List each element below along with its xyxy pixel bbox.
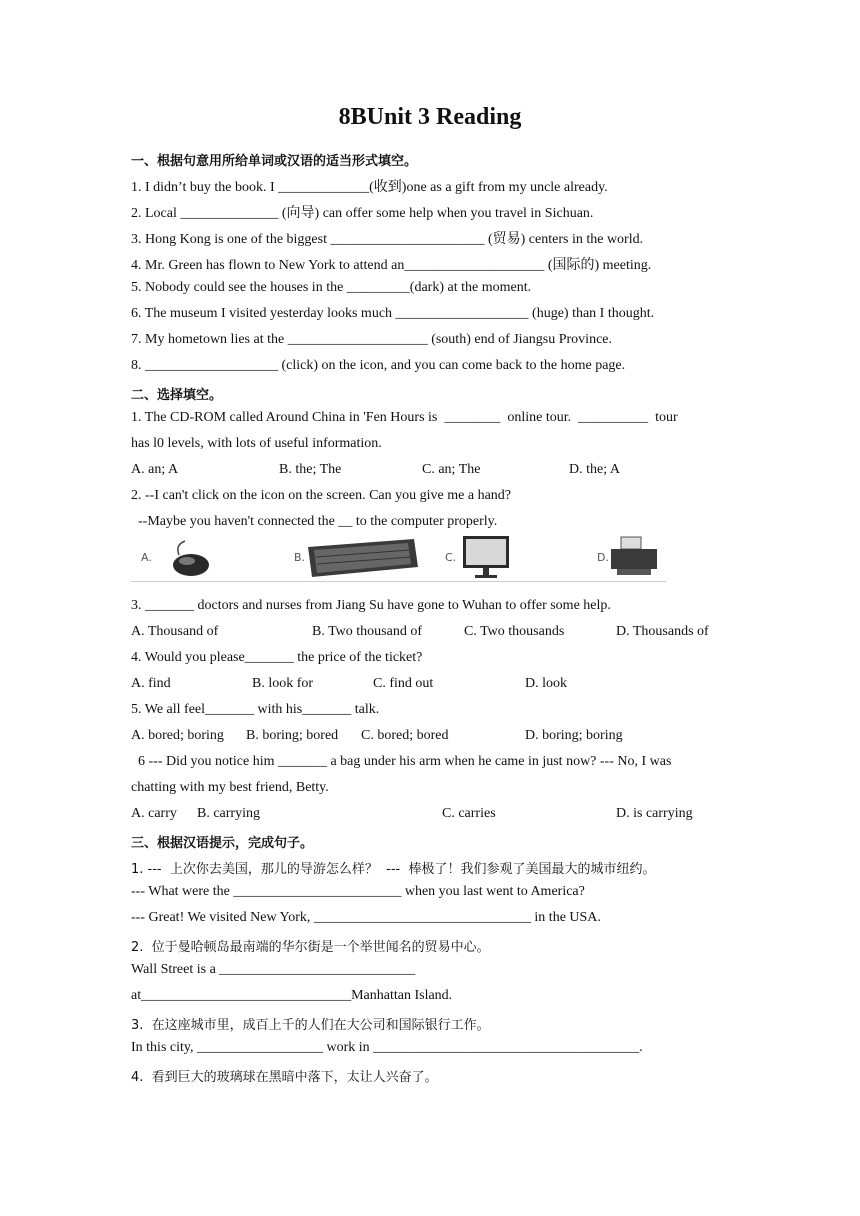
fill-in-item: 1. I didn’t buy the book. I _____________(收到)one as a gift from my uncle already. xyxy=(131,180,608,195)
question-2-stem-cont: --Maybe you haven't connected the __ to the computer properly. xyxy=(131,514,498,529)
translation-item: --- What were the ________________________ when you last went to America? xyxy=(131,884,585,899)
fill-in-item: 5. Nobody could see the houses in the _________(dark) at the moment. xyxy=(131,280,532,295)
translation-item: Wall Street is a ____________________________ xyxy=(131,962,416,977)
fill-in-item: 3. Hong Kong is one of the biggest ______________________ (贸易) centers in the world. xyxy=(131,232,644,247)
q2-options-image-row xyxy=(131,533,666,582)
question-4-stem: 4. Would you please_______ the price of the ticket? xyxy=(131,650,423,665)
q2-option-a-label: A. xyxy=(141,551,152,564)
q2-option-b-label: B. xyxy=(294,551,306,564)
section3-heading: 三、根据汉语提示，完成句子。 xyxy=(131,836,314,851)
page-title: 8BUnit 3 Reading xyxy=(338,104,522,130)
question-2-stem: 2. --I can't click on the icon on the screen. Can you give me a hand? xyxy=(131,488,511,503)
q2-option-d-image xyxy=(591,533,666,581)
question-1-stem: 1. The CD-ROM called Around China in 'Fen Hours is ________ online tour. __________ tour xyxy=(131,410,678,425)
translation-item: 2. 位于曼哈顿岛最南端的华尔街是一个举世闻名的贸易中心。 xyxy=(131,940,490,955)
q2-option-b-image xyxy=(286,533,426,581)
translation-item: at______________________________Manhattan Island. xyxy=(131,988,453,1003)
q1-option-a: A. an; A xyxy=(131,462,179,477)
q5-option-d: D. boring; boring xyxy=(525,728,623,743)
q1-option-b: B. the; The xyxy=(279,462,342,477)
section1-heading: 一、根据句意用所给单词或汉语的适当形式填空。 xyxy=(131,154,418,169)
q2-option-c-image xyxy=(441,533,541,581)
q3-option-c: C. Two thousands xyxy=(464,624,565,639)
q3-option-a: A. Thousand of xyxy=(131,624,219,639)
q6-option-c: C. carries xyxy=(442,806,496,821)
q2-option-a-image xyxy=(131,533,251,581)
question-3-stem: 3. _______ doctors and nurses from Jiang Su have gone to Wuhan to offer some help. xyxy=(131,598,611,613)
q3-option-d: D. Thousands of xyxy=(616,624,709,639)
q2-option-c-label: C. xyxy=(445,551,457,564)
q6-option-a: A. carry xyxy=(131,806,177,821)
translation-item: --- Great! We visited New York, _______________________________ in the USA. xyxy=(131,910,601,925)
question-6-stem: 6 --- Did you notice him _______ a bag under his arm when he came in just now? --- No, I was xyxy=(131,754,672,769)
q6-option-b: B. carrying xyxy=(197,806,260,821)
fill-in-item: 8. ___________________ (click) on the icon, and you can come back to the home page. xyxy=(131,358,626,373)
q5-option-a: A. bored; boring xyxy=(131,728,224,743)
section2-heading: 二、选择填空。 xyxy=(131,388,223,403)
keyboard-icon xyxy=(286,533,426,581)
fill-in-item: 2. Local ______________ (向导) can offer some help when you travel in Sichuan. xyxy=(131,206,594,221)
q3-option-b: B. Two thousand of xyxy=(312,624,422,639)
q1-option-d: D. the; A xyxy=(569,462,620,477)
q4-option-b: B. look for xyxy=(252,676,314,691)
translation-item: In this city, __________________ work in ______________________________________. xyxy=(131,1040,643,1055)
question-5-stem: 5. We all feel_______ with his_______ talk. xyxy=(131,702,380,717)
translation-item: 3. 在这座城市里，成百上千的人们在大公司和国际银行工作。 xyxy=(131,1018,490,1033)
fill-in-item: 4. Mr. Green has flown to New York to attend an____________________ (国际的) meeting. xyxy=(131,258,652,273)
question-1-stem-cont: has l0 levels, with lots of useful information. xyxy=(131,436,382,451)
translation-item: 4. 看到巨大的玻璃球在黑暗中落下，太让人兴奋了。 xyxy=(131,1070,438,1085)
question-6-stem-cont: chatting with my best friend, Betty. xyxy=(131,780,329,795)
fill-in-item: 6. The museum I visited yesterday looks much ___________________ (huge) than I thought. xyxy=(131,306,655,321)
q2-option-d-label: D. xyxy=(597,551,609,564)
q4-option-a: A. find xyxy=(131,676,171,691)
translation-item: 1. --- 上次你去美国，那儿的导游怎么样？ --- 棒极了！我们参观了美国最大的城市纽约。 xyxy=(131,862,656,877)
q5-option-b: B. boring; bored xyxy=(246,728,339,743)
q4-option-c: C. find out xyxy=(373,676,434,691)
q4-option-d: D. look xyxy=(525,676,567,691)
q5-option-c: C. bored; bored xyxy=(361,728,449,743)
q6-option-d: D. is carrying xyxy=(616,806,693,821)
q1-option-c: C. an; The xyxy=(422,462,481,477)
fill-in-item: 7. My hometown lies at the ____________________ (south) end of Jiangsu Province. xyxy=(131,332,613,347)
